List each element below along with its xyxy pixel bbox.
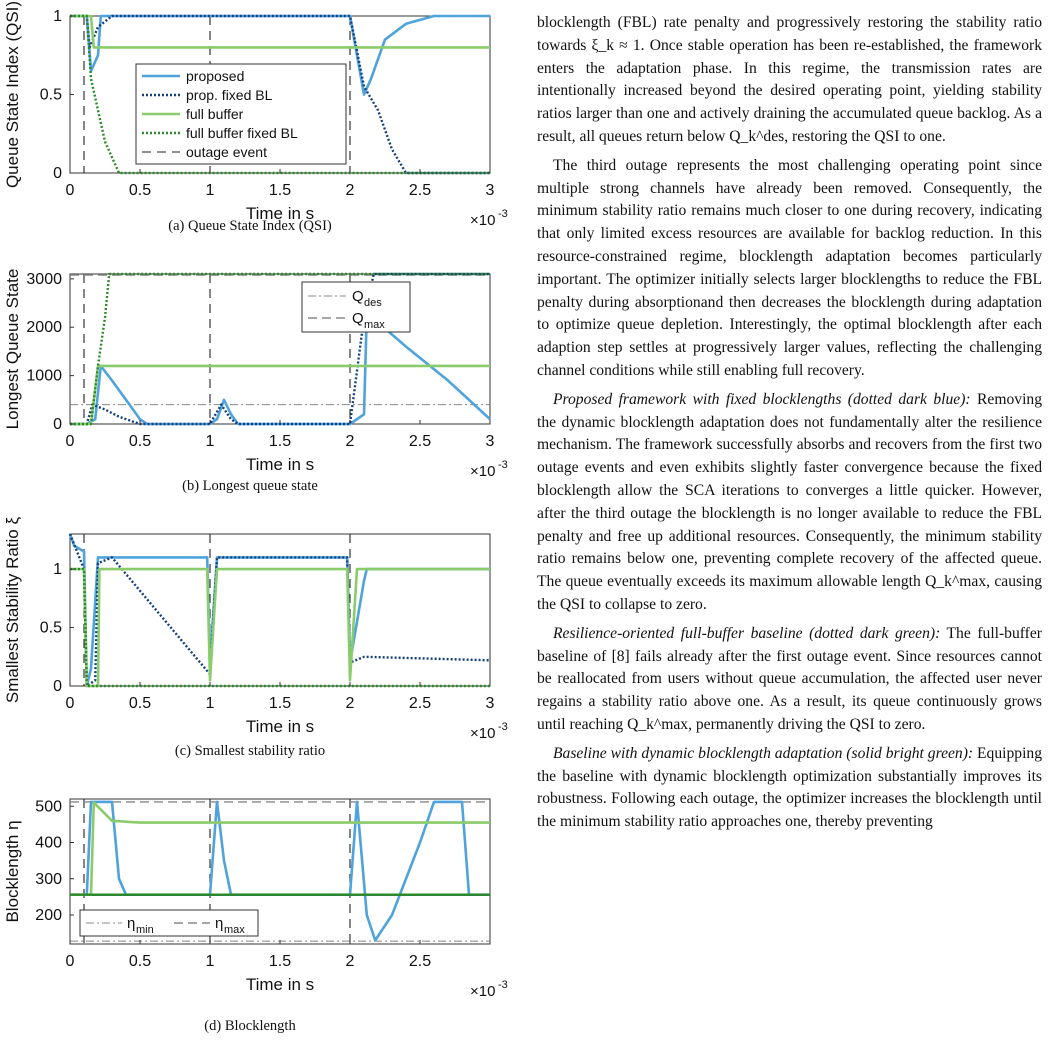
x-exponent: ×10 [470,725,496,742]
paragraph-3 [537,389,1042,617]
y-tick-label: 3000 [26,270,62,288]
caption-stability-ratio: (c) Smallest stability ratio [174,743,326,759]
y-tick-label: 300 [35,870,62,888]
y-tick-label: 500 [35,798,62,816]
x-tick-label: 2.5 [408,182,432,199]
y-axis-label: Blocklength η [3,820,22,923]
x-axis-label: Time in s [245,204,315,223]
chart-longest-queue [0,258,520,480]
caption-qsi: (a) Queue State Index (QSI) [168,218,332,234]
series-line-3 [70,274,490,424]
figure-blocklength [0,785,520,1049]
figure-qsi [0,0,520,240]
x-exponent: ×10 [470,212,496,229]
x-tick-label: 2 [345,433,355,450]
x-axis-label: Time in s [245,975,315,994]
x-tick-label: 0.5 [128,182,152,199]
legend-label: proposed [186,68,245,84]
x-tick-label: 1.5 [268,953,292,970]
x-tick-label: 2.5 [408,953,432,970]
y-tick-label: 400 [35,834,62,852]
chart-stability-ratio [0,516,520,742]
x-tick-label: 1.5 [268,695,292,712]
figure-longest-queue [0,258,520,498]
y-tick-label: 0.5 [39,86,62,104]
text-column [537,0,1042,834]
x-tick-label: 2 [345,953,355,970]
x-tick-label: 0.5 [128,433,152,450]
legend-label: η [127,915,136,932]
legend-label-sub: min [136,924,154,936]
x-tick-label: 1 [205,182,215,199]
paragraph-3-body: Removing the dynamic blocklength adaptation does not fundamentally alter the resilience mechanism. The framework successfully absorbs and recovers from the first two outage events and even exhibits slightly faster convergence because the fixed blocklength allow the SCA iterations to converges a little quicker. However, after the third outage the blocklength is no longer available to reduce the FBL penalty and free up additional resources. Consequently, the minimum stability ratio remains below one, preventing complete recovery of the affected queue. The queue eventually exceeds its maximum allowable length Q_k^max, causing the QSI to collapse to zero. [537,390,1042,613]
x-tick-label: 2 [345,182,355,199]
y-tick-label: 0 [53,678,62,695]
x-tick-label: 2.5 [408,433,432,450]
x-exponent-power: -3 [498,721,508,733]
x-tick-label: 0 [65,182,75,199]
x-tick-label: 1 [205,433,215,450]
legend-label: Q [352,288,364,305]
paragraph-5-heading: Baseline with dynamic blocklength adaptation (solid bright green): [553,744,974,762]
legend-label-sub: des [364,297,382,309]
x-tick-label: 3 [485,182,495,199]
paragraph-4 [537,623,1042,737]
x-tick-label: 3 [485,695,495,712]
x-axis-label: Time in s [245,455,315,474]
y-axis-label: Longest Queue State [3,268,22,430]
legend-label: full buffer [186,106,244,122]
series-line-3 [70,569,490,686]
y-tick-label: 0 [53,165,62,182]
x-tick-label: 1 [205,953,215,970]
y-tick-label: 1 [53,8,62,25]
paragraph-5-body: Equipping the baseline with dynamic blocklength optimization substantially improves its robustness. Following each outage, the optimizer increases the blocklength until the minimum stability ratio approaches one, thereby preventing [537,744,1043,831]
series-line-2 [70,16,490,47]
paragraph-2: The third outage represents the most challenging operating point since multiple strong channels have already been removed. Consequently, the minimum stability ratio remains much closer to one during recovery, indicating that only limited excess resources are available for backlog reduction. In this resource-constrained regime, blocklength adaptation becomes particularly important. The optimizer initially selects larger blocklengths to reduce the FBL penalty during absorptionand then decreases the blocklength during adaptation to optimize queue depletion. Interestingly, the optimal blocklength after each adaption step settles at progressively larger values, reflecting the challenging channel conditions while still enabling full recovery. [537,156,1042,379]
x-exponent-power: -3 [498,208,508,220]
paragraph-3-heading: Proposed framework with fixed blocklengths (dotted dark blue): [553,390,971,408]
x-tick-label: 1 [205,695,215,712]
series-line-0 [70,313,490,424]
legend-label: η [215,915,224,932]
y-tick-label: 1 [53,561,62,579]
x-exponent-power: -3 [498,979,508,991]
x-tick-label: 3 [485,433,495,450]
y-tick-label: 200 [35,907,62,924]
series-line-2 [70,569,490,686]
chart-blocklength [0,785,520,1010]
paragraph-4-heading: Resilience-oriented full-buffer baseline (dotted dark green): [553,624,941,642]
x-exponent-power: -3 [498,459,508,471]
series-line-1 [70,274,490,424]
x-tick-label: 2 [345,695,355,712]
x-axis-label: Time in s [245,717,315,736]
legend-label: prop. fixed BL [186,87,273,103]
legend-label: outage event [186,144,267,160]
series-line-2 [70,803,490,895]
legend-label: Q [352,310,364,327]
legend-label-sub: max [224,924,245,936]
plot-frame [70,274,490,424]
y-tick-label: 0.5 [39,619,62,637]
caption-blocklength: (d) Blocklength [204,1018,296,1034]
x-tick-label: 1.5 [268,433,292,450]
x-tick-label: 0.5 [128,695,152,712]
y-axis-label: Smallest Stability Ratio ξ [3,516,22,704]
x-tick-label: 0 [65,433,75,450]
x-tick-label: 0 [65,953,75,970]
caption-longest-queue: (b) Longest queue state [182,478,318,494]
y-tick-label: 0 [53,416,62,433]
y-tick-label: 1000 [26,367,62,385]
series-line-2 [70,366,490,424]
paragraph-5 [537,743,1042,834]
figure-stability-ratio [0,516,520,766]
legend-label: full buffer fixed BL [186,125,298,141]
y-axis-label: Queue State Index (QSI) [3,0,22,189]
x-exponent: ×10 [470,463,496,480]
y-tick-label: 2000 [26,319,62,337]
paragraph-4-body: The full-buffer baseline of [8] fails already after the first outage event. Since resources cannot be reallocated from users without queue accumulation, the affected user never regains a stability ratio above one. As a result, its queue continuously grows until reaching Q_k^max, permanently driving the QSI to zero. [537,624,1042,733]
x-exponent: ×10 [470,983,496,1000]
x-tick-label: 2.5 [408,695,432,712]
x-tick-label: 1.5 [268,182,292,199]
x-tick-label: 0.5 [128,953,152,970]
paragraph-1: blocklength (FBL) rate penalty and progressively restoring the stability ratio towards ξ_k ≈ 1. Once stable operation has been re-established, the framework enters the adaptation phase. In this regime, the transmission rates are intentionally increased beyond the desired operating point, yielding stability ratios larger than one and actively draining the accumulated queue backlog. As a result, all queues return below Q_k^des, restoring the QSI to one. [537,14,1042,145]
x-tick-label: 0 [65,695,75,712]
legend-label-sub: max [364,319,385,331]
